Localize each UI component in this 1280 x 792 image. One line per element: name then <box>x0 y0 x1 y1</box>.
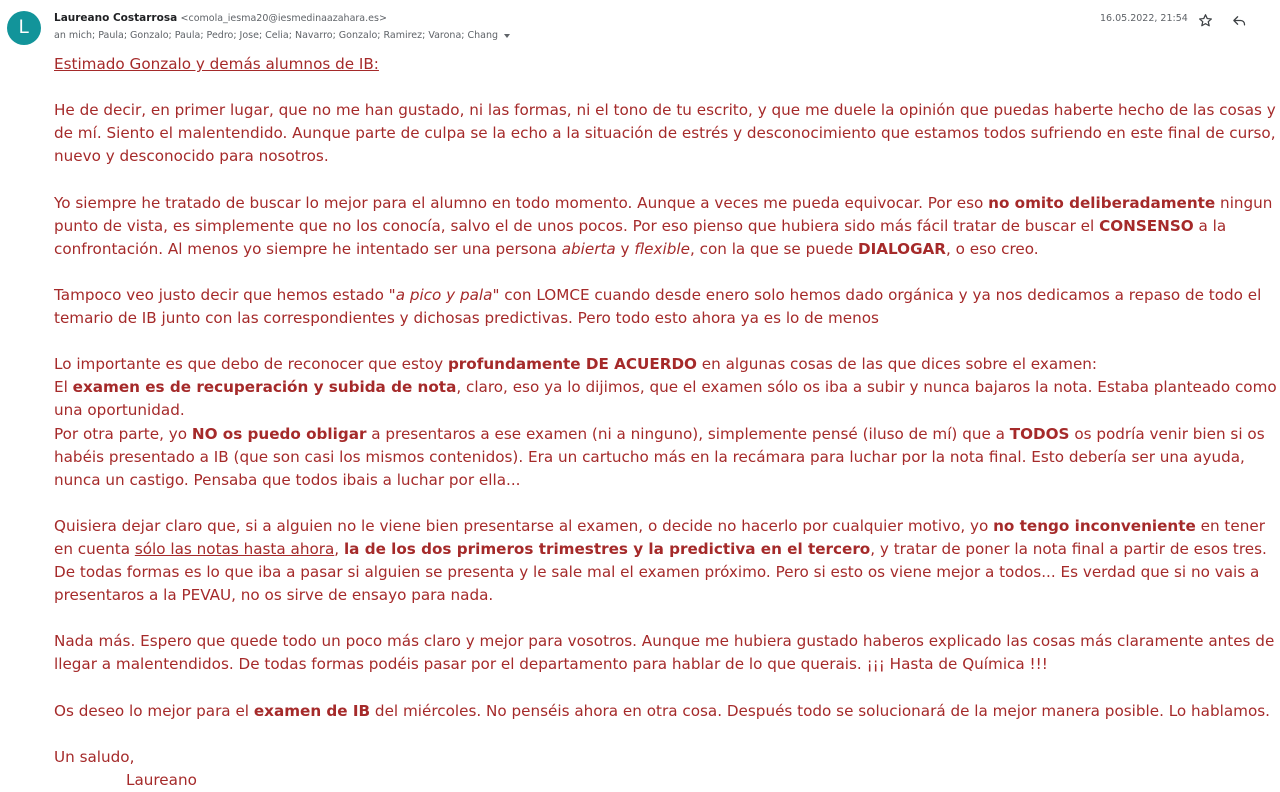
paragraph-4-line-1: Lo importante es que debo de reconocer que estoy profundamente DE ACUERDO en algunas cosas de las que dices sobre el examen: <box>54 355 1098 374</box>
paragraph-3: Tampoco veo justo decir que hemos estado "a pico y pala" con LOMCE cuando desde enero solo hemos dado orgánica y ya nos dedicamos a repaso de todo el temario de IB junto con las correspondientes y dichosas predictivas. Pero todo esto ahora ya es lo de menos <box>54 285 1262 328</box>
reply-button[interactable] <box>1228 9 1250 31</box>
paragraph-6: Nada más. Espero que quede todo un poco más claro y mejor para vosotros. Aunque me hubiera gustado haberos explicado las cosas más claramente antes de llegar a malentendidos. De todas formas podéis pasar por el departamento para hablar de lo que querais. ¡¡¡ Hasta de Química !!! <box>54 632 1275 674</box>
sender-name[interactable]: Laureano Costarrosa <box>54 12 178 24</box>
closing: Un saludo, <box>54 747 135 766</box>
message-header <box>0 0 1280 48</box>
reply-icon <box>1232 13 1247 28</box>
paragraph-2: Yo siempre he tratado de buscar lo mejor para el alumno en todo momento. Aunque a veces me pueda equivocar. Por eso no omito deliberadamente ningun punto de vista, es simplemente que no los conocía, salvo el de unos pocos. Por eso pienso que hubiera sido más fácil tratar de buscar el CONSENSO a la confrontación. Al menos yo siempre he intentado ser una persona abierta y flexible, con la que se puede DIALOGAR, o eso creo. <box>54 193 1273 258</box>
paragraph-7: Os deseo lo mejor para el examen de IB del miércoles. No penséis ahora en otra cosa. Después todo se solucionará de la mejor manera posible. Lo hablamos. <box>54 701 1270 720</box>
paragraph-4-line-3: Por otra parte, yo NO os puedo obligar a presentaros a ese examen (ni a ninguno), simplemente pensé (iluso de mí) que a TODOS os podría venir bien si os habéis presentado a IB (que son casi los mismos contenidos). Era un cartucho más en la recámara para luchar por la nota final. Esto debería ser una ayuda, nunca un castigo. Pensaba que todos ibais a luchar por ella... <box>54 424 1265 489</box>
paragraph-4-line-2: El examen es de recuperación y subida de nota, claro, eso ya lo dijimos, que el examen sólo os iba a subir y nunca bajaros la nota. Estaba planteado como una oportunidad. <box>54 378 1277 420</box>
signature: Laureano <box>126 770 197 789</box>
sender-line <box>54 12 387 24</box>
recipients-text: an mich; Paula; Gonzalo; Paula; Pedro; Jose; Celia; Navarro; Gonzalo; Ramirez; Varona; Chang <box>54 30 499 41</box>
star-button[interactable] <box>1194 9 1216 31</box>
star-icon <box>1198 13 1213 28</box>
chevron-down-icon[interactable] <box>504 34 510 38</box>
paragraph-1: He de decir, en primer lugar, que no me han gustado, ni las formas, ni el tono de tu escrito, y que me duele la opinión que puedas haberte hecho de las cosas y de mí. Siento el malentendido. Aunque parte de culpa se la echo a la situación de estrés y desconocimiento que estamos todos sufriendo en este final de curso, nuevo y desconocido para nosotros. <box>54 101 1276 166</box>
message-body <box>54 53 1278 792</box>
sender-avatar[interactable]: L <box>7 11 41 45</box>
sender-email[interactable]: <comola_iesma20@iesmedinaazahara.es> <box>180 13 387 24</box>
greeting: Estimado Gonzalo y demás alumnos de IB: <box>54 55 379 73</box>
message-date: 16.05.2022, 21:54 <box>1100 13 1188 24</box>
paragraph-5: Quisiera dejar claro que, si a alguien no le viene bien presentarse al examen, o decide no hacerlo por cualquier motivo, yo no tengo inconveniente en tener en cuenta sólo las notas hasta ahora, la de los dos primeros trimestres y la predictiva en el tercero, y tratar de poner la nota final a partir de esos tres. De todas formas es lo que iba a pasar si alguien se presenta y le sale mal el examen próximo. Pero si esto os viene mejor a todos... Es verdad que si no vais a presentaros a la PEVAU, no os sirve de ensayo para nada. <box>54 516 1267 605</box>
recipients-list[interactable] <box>54 30 510 41</box>
